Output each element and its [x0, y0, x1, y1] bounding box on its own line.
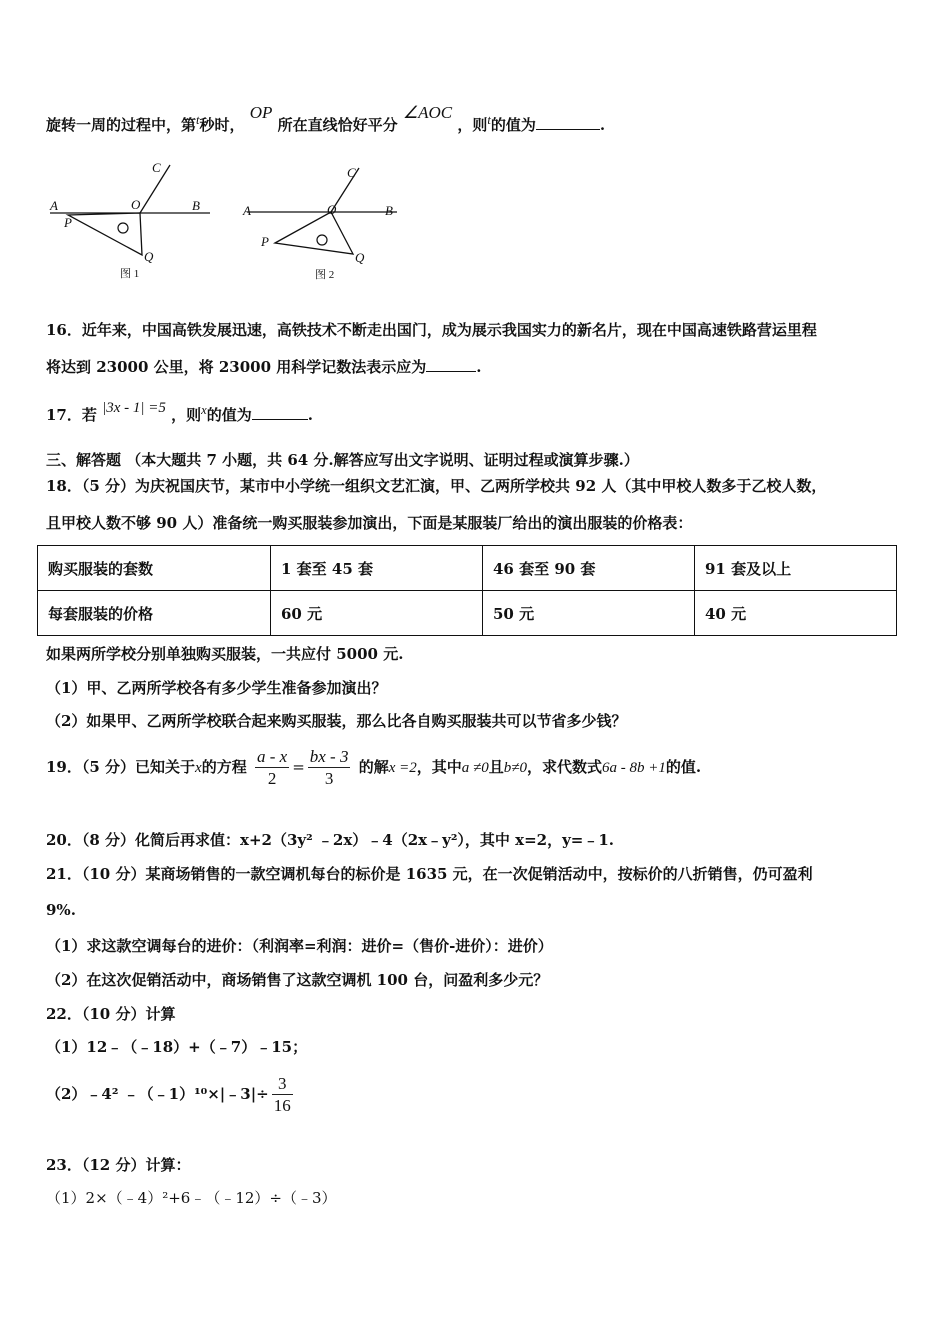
q17-mid: ，则 — [171, 406, 202, 424]
q19-end: 的值. — [665, 758, 702, 776]
q18-line1: 18．（5 分）为庆祝国庆节，某市中小学统一组织文艺汇演，甲、乙两所学校共 92 人（其中甲校人数多于乙校人数， — [46, 477, 827, 495]
q19-solution: x =2 — [388, 760, 417, 776]
q19-frac1-den: 2 — [267, 768, 277, 788]
q22-frac-num: 3 — [272, 1074, 293, 1095]
q16-line1: 16．近年来，中国高铁发展迅速，高铁技术不断走出国门，成为展示我国实力的新名片，现在中国高速铁路营运里程 — [46, 321, 817, 339]
fig2-label-b: B — [385, 203, 393, 218]
figure-2 — [235, 160, 415, 290]
q15-text4: ，则 — [457, 116, 488, 134]
q15-end: . — [599, 116, 606, 134]
q20-line: 20．（8 分）化简后再求值：x+2（3y² ﹣2x）﹣4（2x﹣y²），其中 x=2，y=﹣1. — [46, 831, 615, 849]
q17-answer-blank[interactable] — [252, 405, 308, 420]
q22-sub1: （1）12﹣（﹣18）+（﹣7）﹣15； — [46, 1038, 308, 1056]
table-cell: 1 套至 45 套 — [271, 546, 483, 591]
q18-after: 如果两所学校分别单独购买服装，一共应付 5000 元. — [46, 645, 404, 663]
table-row — [38, 546, 897, 591]
q21-line2: 9%. — [46, 901, 76, 919]
q15-var-t: t — [196, 113, 200, 127]
q15-angle: ∠AOC — [402, 103, 453, 122]
table-cell: 50 元 — [483, 591, 695, 636]
q22-frac-den: 16 — [273, 1095, 291, 1115]
q17-end: . — [307, 406, 313, 424]
fig2-label-a: A — [243, 203, 251, 218]
q19-frac1-num: a - x — [256, 746, 288, 766]
q19-expr: 6a - 8b +1 — [602, 760, 666, 776]
q15-answer-blank[interactable] — [536, 115, 600, 130]
q19-cond1: a ≠0 — [461, 760, 489, 776]
fig1-caption: 图 1 — [120, 268, 140, 280]
q15-text3: 所在直线恰好平分 — [277, 116, 398, 134]
price-table — [37, 545, 897, 636]
q19-cond-pre: ，其中 — [416, 758, 462, 776]
q19-sol-pre: 的解 — [358, 758, 389, 776]
q19-equals: = — [292, 758, 305, 776]
q19-cond2: b≠0 — [503, 760, 528, 776]
q18-sub1: （1）甲、乙两所学校各有多少学生准备参加演出？ — [46, 679, 387, 697]
q21-sub1: （1）求这款空调每台的进价：（利润率=利润：进价=（售价-进价）：进价） — [46, 937, 553, 955]
q15-op: OP — [249, 103, 273, 122]
q15-text2: 秒时， — [199, 116, 245, 134]
q17-var: x — [201, 403, 207, 417]
q19-mid: 的方程 — [201, 758, 247, 776]
q15-tail-line — [46, 103, 606, 135]
fig2-caption: 图 2 — [315, 269, 335, 281]
q16-line2 — [46, 357, 482, 377]
q18-sub2: （2）如果甲、乙两所学校联合起来购买服装，那么比各自购买服装共可以节省多少钱？ — [46, 712, 627, 730]
q17-expr: |3x - 1| =5 — [102, 400, 166, 416]
table-cell: 46 套至 90 套 — [483, 546, 695, 591]
table-cell: 40 元 — [695, 591, 897, 636]
table-cell: 60 元 — [271, 591, 483, 636]
q19-fraction-2 — [308, 747, 351, 790]
q21-line1: 21．（10 分）某商场销售的一款空调机每台的标价是 1635 元，在一次促销活动中，按标价的八折销售，仍可盈利 — [46, 865, 813, 883]
q19-frac2-den: 3 — [324, 768, 334, 788]
q19-var: x — [195, 760, 202, 776]
q22-sub2 — [46, 1072, 296, 1117]
q18-line2: 且甲校人数不够 90 人）准备统一购买服装参加演出，下面是某服装厂给出的演出服装的价格表： — [46, 514, 693, 532]
q22-title: 22．（10 分）计算 — [46, 1005, 176, 1023]
fig1-label-b: B — [192, 198, 200, 213]
q19-fraction-1 — [255, 747, 289, 790]
fig2-label-o: O — [327, 202, 337, 217]
fig1-label-p: P — [64, 215, 72, 230]
q21-sub2: （2）在这次促销活动中，商场销售了这款空调机 100 台，问盈利多少元？ — [46, 971, 549, 989]
fig1-label-o: O — [131, 197, 141, 212]
q17-prefix: 17．若 — [46, 406, 97, 424]
q15-text5: 的值为 — [490, 116, 536, 134]
table-cell: 购买服装的套数 — [38, 546, 271, 591]
fig2-label-p: P — [261, 234, 269, 249]
q17-line — [46, 400, 313, 426]
table-row — [38, 591, 897, 636]
q15-var-t2: t — [487, 113, 491, 127]
q19-prefix: 19．（5 分）已知关于 — [46, 758, 196, 776]
q23-title: 23．（12 分）计算： — [46, 1156, 191, 1174]
table-cell: 每套服装的价格 — [38, 591, 271, 636]
fig2-label-c: C — [347, 165, 356, 180]
q19-cond-and: 且 — [488, 758, 504, 776]
figure-1 — [40, 155, 220, 285]
fig1-label-c: C — [152, 160, 161, 175]
fig1-label-q: Q — [144, 249, 154, 264]
q19-frac2-num: bx - 3 — [309, 746, 349, 766]
q19-line — [46, 743, 701, 792]
q23-sub1: （1）2×（﹣4）²+6﹣（﹣12）÷（﹣3） — [46, 1189, 337, 1207]
q16-line2-text: 将达到 23000 公里，将 23000 用科学记数法表示应为 — [46, 358, 427, 376]
section-3-heading: 三、解答题 （本大题共 7 小题，共 64 分.解答应写出文字说明、证明过程或演算步骤.） — [46, 451, 639, 469]
fig1-label-a: A — [50, 198, 58, 213]
q16-end: . — [476, 358, 482, 376]
q17-suffix: 的值为 — [206, 406, 252, 424]
table-cell: 91 套及以上 — [695, 546, 897, 591]
q22-sub2-text: （2）﹣4² ﹣（﹣1）¹⁰×|﹣3|÷ — [46, 1085, 269, 1103]
fig2-label-q: Q — [355, 250, 365, 265]
q15-text1: 旋转一周的过程中，第 — [46, 116, 197, 134]
q22-fraction — [272, 1074, 293, 1117]
q19-task-pre: ，求代数式 — [527, 758, 603, 776]
q16-answer-blank[interactable] — [426, 357, 476, 372]
